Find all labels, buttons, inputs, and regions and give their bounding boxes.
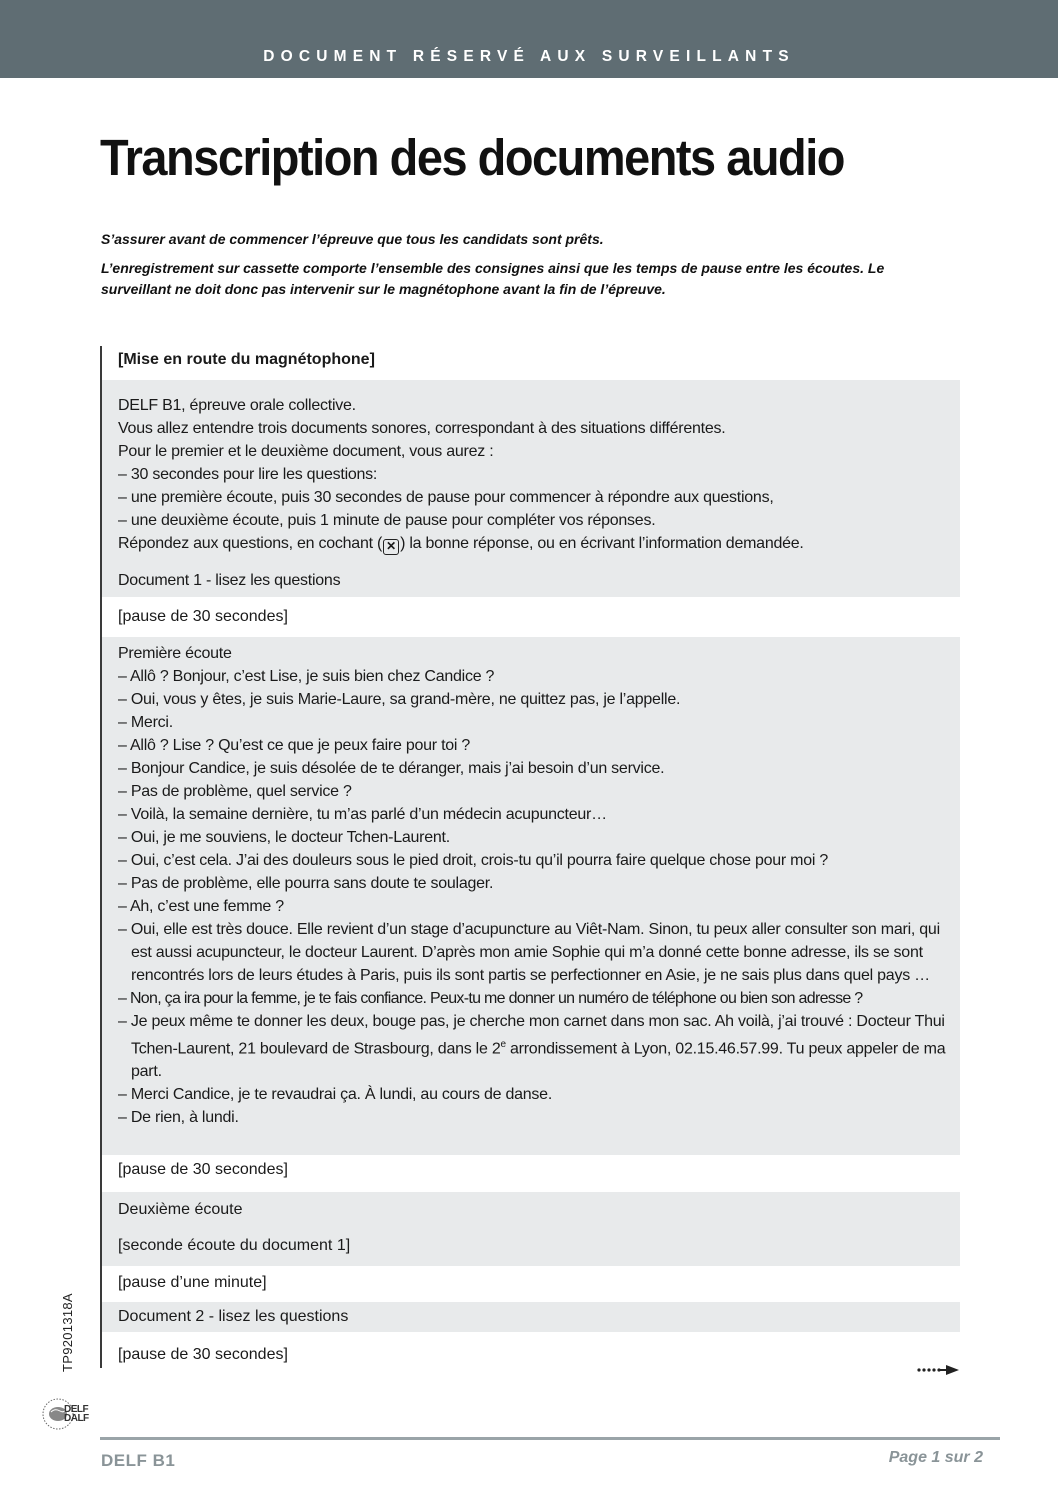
dialogue-line: – Pas de problème, quel service ? — [118, 783, 352, 800]
header-banner — [0, 0, 1058, 78]
intro-line-2: L’enregistrement sur cassette comporte l’ensemble des consignes ainsi que les temps de pause entre les écoutes. Le surveillant ne doit donc pas intervenir sur le magnétophone avant la fin de l’épreuve. — [101, 260, 885, 297]
page-title: Transcription des documents audio — [100, 129, 844, 186]
dialogue-line: – Bonjour Candice, je suis désolée de te déranger, mais j’ai besoin d’un service. — [118, 760, 665, 777]
pause-label — [102, 1266, 960, 1302]
footer-divider — [100, 1437, 1000, 1440]
dialogue-line: – Ah, c’est une femme ? — [118, 898, 284, 915]
intro-line-1: S’assurer avant de commencer l’épreuve que tous les candidats sont prêts. — [101, 231, 604, 247]
dialogue-line: – Oui, je me souviens, le docteur Tchen-Laurent. — [118, 829, 450, 846]
transcript-start — [102, 346, 960, 380]
instructions-line: DELF B1, épreuve orale collective. — [118, 397, 356, 414]
pause-label — [102, 1332, 960, 1368]
dialogue-line: – Allô ? Bonjour, c’est Lise, je suis bien chez Candice ? — [118, 668, 495, 685]
document-1-label: Document 1 - lisez les questions — [118, 572, 341, 589]
ordinal-suffix: e — [500, 1039, 506, 1050]
dialogue-line: – Pas de problème, elle pourra sans doute te soulager. — [118, 875, 494, 892]
checkbox-cross-icon: ✕ — [383, 539, 399, 555]
dialogue-line: – De rien, à lundi. — [118, 1109, 239, 1127]
dialogue-line: – Merci. — [118, 714, 173, 731]
banner-text: DOCUMENT RÉSERVÉ AUX SURVEILLANTS — [263, 48, 795, 65]
instructions-block — [102, 380, 960, 597]
instructions-text: Répondez aux questions, en cochant ( — [118, 535, 383, 552]
instructions-line: – 30 secondes pour lire les questions: — [118, 466, 378, 483]
transcript — [100, 346, 960, 1368]
pause-text: [pause de 30 secondes] — [118, 1161, 288, 1178]
instructions-line: – une première écoute, puis 30 secondes de pause pour commencer à répondre aux questions, — [118, 489, 774, 506]
dialogue-line: – Oui, vous y êtes, je suis Marie-Laure, sa grand-mère, ne quittez pas, je l’appelle. — [118, 691, 681, 708]
instructions-line — [118, 532, 946, 555]
instructions-line: Pour le premier et le deuxième document, vous aurez : — [118, 443, 494, 460]
dialogue-line: – Merci Candice, je te revaudrai ça. À lundi, au cours de danse. — [118, 1086, 553, 1104]
pause-text: [pause de 30 secondes] — [118, 1346, 288, 1363]
pause-text: [pause d’une minute] — [118, 1274, 267, 1291]
dialogue-line — [118, 1010, 946, 1083]
address-text: – Je peux même te donner les deux, bouge pas, je cherche mon carnet dans mon sac. Ah voilà, j’ai trouvé : Docteur Thui Tchen-Laurent, 21 boulevard de Strasbourg, dans le 2 — [118, 1013, 945, 1058]
document-2-label — [102, 1302, 960, 1332]
first-listen-block — [102, 637, 960, 1155]
second-listen-note — [102, 1229, 960, 1266]
logo-text: DELF DALF — [64, 1404, 89, 1424]
dialogue-line: – Non, ça ira pour la femme, je te fais confiance. Peux-tu me donner un numéro de téléphone ou bien son adresse ? — [118, 990, 863, 1007]
dialogue-line: – Oui, elle est très douce. Elle revient d’un stage d’acupuncture au Viêt-Nam. Sinon, tu peux aller consulter son mari, qui est aussi acupuncteur, le docteur Laurent. D’après mon amie Sophie qui m’a donné cette bonne adresse, ils se sont rencontrés lors de leurs études à Paris, puis ils sont partis se perfectionner en Asie, je ne sais plus dans quel pays … — [118, 921, 940, 984]
dialogue-line: – Voilà, la semaine dernière, tu m’as parlé d’un médecin acupuncteur… — [118, 806, 607, 823]
pause-text: [pause de 30 secondes] — [118, 608, 288, 625]
second-listen-note-text: [seconde écoute du document 1] — [118, 1237, 351, 1254]
second-listen-text: Deuxième écoute — [118, 1201, 243, 1218]
document-2-text: Document 2 - lisez les questions — [118, 1308, 349, 1325]
footer-exam-name: DELF B1 — [101, 1451, 176, 1470]
document-code: TP9201318A — [60, 1293, 75, 1372]
dialogue-line: – Allô ? Lise ? Qu’est ce que je peux faire pour toi ? — [118, 737, 471, 754]
first-listen-heading: Première écoute — [118, 645, 232, 662]
instructions-line: Vous allez entendre trois documents sonores, correspondant à des situations différentes. — [118, 420, 726, 437]
dialogue-line: – Oui, c’est cela. J’ai des douleurs sous le pied droit, crois-tu qu’il pourra faire quelque chose pour moi ? — [118, 852, 829, 869]
start-label: [Mise en route du magnétophone] — [118, 351, 375, 368]
page-number: Page 1 sur 2 — [888, 1449, 983, 1466]
dotted-arrow-right-icon — [916, 1363, 960, 1377]
pause-label — [102, 597, 960, 637]
pause-label — [102, 1155, 960, 1192]
second-listen-heading — [102, 1192, 960, 1229]
address-text: arrondissement à Lyon, 02.15.46.57.99. Tu peux appeler de ma part. — [131, 1040, 946, 1081]
instructions-line: – une deuxième écoute, puis 1 minute de pause pour compléter vos réponses. — [118, 512, 656, 529]
instructions-text: ) la bonne réponse, ou en écrivant l’information demandée. — [400, 535, 804, 552]
